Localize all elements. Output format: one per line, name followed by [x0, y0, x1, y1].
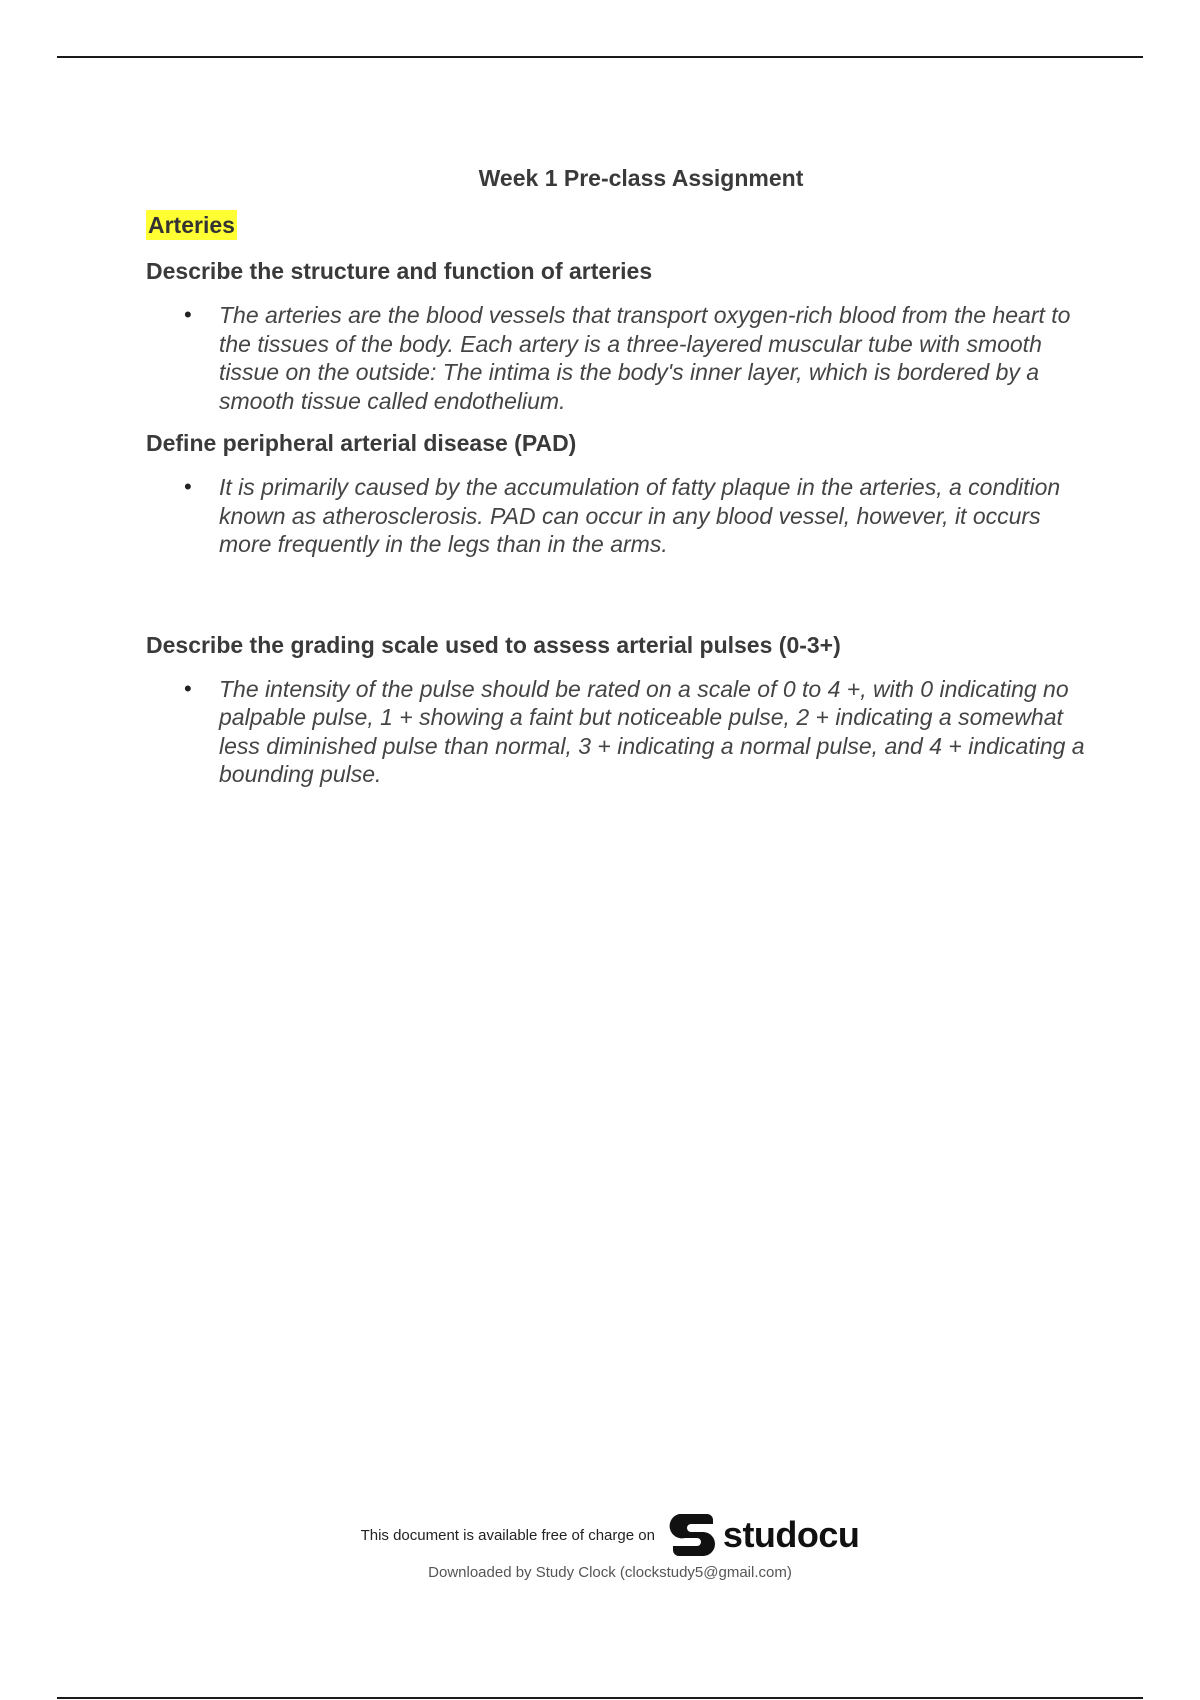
document-title: Week 1 Pre-class Assignment — [478, 165, 804, 191]
footer-availability-row — [0, 1510, 1200, 1560]
answer-text-structure: The arteries are the blood vessels that transport oxygen-rich blood from the heart to the tissues of the body. Each artery is a three-layered muscular tube with smooth tissue on the outside: The intima is the body's inner layer, which is bordered by a smooth tissue called endothelium. — [219, 302, 1071, 414]
document-body — [146, 160, 1096, 801]
answer-item-pad — [146, 473, 1096, 559]
section-label-row — [146, 210, 1096, 245]
answer-list-grading — [146, 675, 1096, 789]
question-heading-structure: Describe the structure and function of arteries — [146, 258, 653, 284]
bullet-icon: • — [184, 302, 192, 327]
answer-list-structure — [146, 301, 1096, 415]
answer-item-structure — [146, 301, 1096, 415]
footer-download-note: Downloaded by Study Clock (clockstudy5@gmail.com) — [428, 1564, 792, 1581]
page-footer — [0, 1510, 1200, 1581]
answer-item-grading — [146, 675, 1096, 789]
bullet-icon: • — [184, 474, 192, 499]
answer-text-pad: It is primarily caused by the accumulation of fatty plaque in the arteries, a condition known as atherosclerosis. PAD can occur in any blood vessel, however, it occurs more frequently in the legs than in the arms. — [219, 474, 1061, 557]
studocu-logo-icon — [669, 1510, 717, 1560]
question-heading-grading: Describe the grading scale used to assess arterial pulses (0-3+) — [146, 631, 841, 658]
bullet-icon: • — [184, 675, 192, 701]
top-rule — [57, 56, 1143, 58]
spacer — [146, 571, 1096, 629]
answer-list-pad — [146, 473, 1096, 559]
bottom-rule — [57, 1697, 1143, 1699]
studocu-brand-name: studocu — [722, 1514, 860, 1555]
section-label-arteries: Arteries — [148, 212, 235, 238]
answer-text-grading: The intensity of the pulse should be rated on a scale of 0 to 4 +, with 0 indicating no palpable pulse, 1 + showing a faint but noticeable pulse, 2 + indicating a somewhat less diminished pulse than normal, 3 + indicating a normal pulse, and 4 + indicating a bounding pulse. — [219, 675, 1085, 787]
studocu-brand-link[interactable] — [669, 1510, 860, 1560]
footer-availability-note: This document is available free of charge on — [360, 1526, 655, 1544]
question-heading-pad: Define peripheral arterial disease (PAD) — [146, 430, 577, 456]
